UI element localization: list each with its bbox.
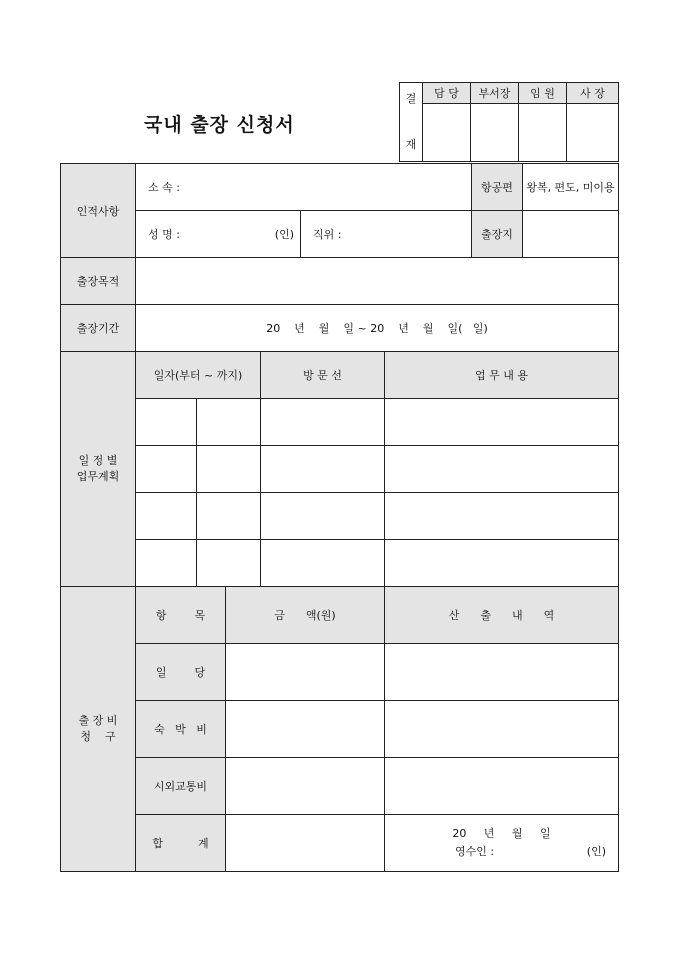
approval-sign-executive[interactable] xyxy=(519,104,567,162)
approval-sign-president[interactable] xyxy=(567,104,619,162)
expense-item-lodging: 숙 박 비 xyxy=(136,701,226,758)
flight-options[interactable]: 왕복, 편도, 미이용 xyxy=(523,164,619,211)
receipt-seal: (인) xyxy=(586,845,606,858)
schedule-date-from[interactable] xyxy=(136,446,197,493)
schedule-table xyxy=(60,351,619,587)
schedule-date-from[interactable] xyxy=(136,399,197,446)
receipt-label: 영수인 : xyxy=(455,845,495,858)
expense-amount-total[interactable] xyxy=(226,815,385,872)
expense-amount-daily[interactable] xyxy=(226,644,385,701)
expense-section-label: 출 장 비 청 구 xyxy=(61,587,136,872)
approval-role-executive: 임 원 xyxy=(519,83,567,104)
schedule-visit[interactable] xyxy=(261,446,385,493)
purpose-label: 출장목적 xyxy=(61,258,136,305)
schedule-row xyxy=(61,446,619,493)
schedule-row xyxy=(61,399,619,446)
receipt-cell[interactable] xyxy=(385,815,619,872)
schedule-col-task: 업 무 내 용 xyxy=(385,352,619,399)
schedule-date-to[interactable] xyxy=(197,540,261,587)
schedule-date-from[interactable] xyxy=(136,540,197,587)
receipt-date: 20 년 월 일 xyxy=(452,827,551,840)
page-title: 국내 출장 신청서 xyxy=(144,114,295,136)
expense-total-label: 합 계 xyxy=(136,815,226,872)
expense-item-transport: 시외교통비 xyxy=(136,758,226,815)
personal-section-label: 인적사항 xyxy=(61,164,136,258)
schedule-date-to[interactable] xyxy=(197,399,261,446)
schedule-task[interactable] xyxy=(385,540,619,587)
destination-field[interactable] xyxy=(523,211,619,258)
expense-col-detail: 산 출 내 역 xyxy=(385,587,619,644)
schedule-task[interactable] xyxy=(385,493,619,540)
approval-sign-staff[interactable] xyxy=(423,104,471,162)
period-field[interactable]: 20 년 월 일 ~ 20 년 월 일( 일) xyxy=(136,305,619,352)
schedule-row xyxy=(61,493,619,540)
schedule-visit[interactable] xyxy=(261,399,385,446)
expense-table xyxy=(60,586,619,872)
schedule-col-visit: 방 문 선 xyxy=(261,352,385,399)
expense-detail-daily[interactable] xyxy=(385,644,619,701)
period-label: 출장기간 xyxy=(61,305,136,352)
name-label: 성 명 : xyxy=(148,228,180,241)
expense-detail-transport[interactable] xyxy=(385,758,619,815)
purpose-field[interactable] xyxy=(136,258,619,305)
schedule-visit[interactable] xyxy=(261,540,385,587)
expense-col-amount: 금 액(원) xyxy=(226,587,385,644)
approval-box xyxy=(399,82,619,162)
expense-col-item: 항 목 xyxy=(136,587,226,644)
expense-amount-lodging[interactable] xyxy=(226,701,385,758)
position-field[interactable]: 직위 : xyxy=(301,211,472,258)
flight-label: 항공편 xyxy=(472,164,523,211)
approval-sign-dept-head[interactable] xyxy=(471,104,519,162)
destination-label: 출장지 xyxy=(472,211,523,258)
schedule-col-date: 일자(부터 ~ 까지) xyxy=(136,352,261,399)
schedule-date-to[interactable] xyxy=(197,446,261,493)
approval-role-dept-head: 부서장 xyxy=(471,83,519,104)
approval-side-label: 결 재 xyxy=(400,83,423,162)
approval-role-president: 사 장 xyxy=(567,83,619,104)
expense-amount-transport[interactable] xyxy=(226,758,385,815)
seal-label: (인) xyxy=(274,228,294,241)
schedule-task[interactable] xyxy=(385,446,619,493)
schedule-row xyxy=(61,540,619,587)
schedule-date-to[interactable] xyxy=(197,493,261,540)
name-field[interactable] xyxy=(136,211,301,258)
schedule-task[interactable] xyxy=(385,399,619,446)
expense-item-daily: 일 당 xyxy=(136,644,226,701)
trip-info-table xyxy=(60,163,619,352)
affiliation-field[interactable]: 소 속 : xyxy=(136,164,472,211)
schedule-date-from[interactable] xyxy=(136,493,197,540)
expense-detail-lodging[interactable] xyxy=(385,701,619,758)
schedule-section-label: 일 정 별 업무계획 xyxy=(61,352,136,587)
schedule-visit[interactable] xyxy=(261,493,385,540)
approval-role-staff: 담 당 xyxy=(423,83,471,104)
